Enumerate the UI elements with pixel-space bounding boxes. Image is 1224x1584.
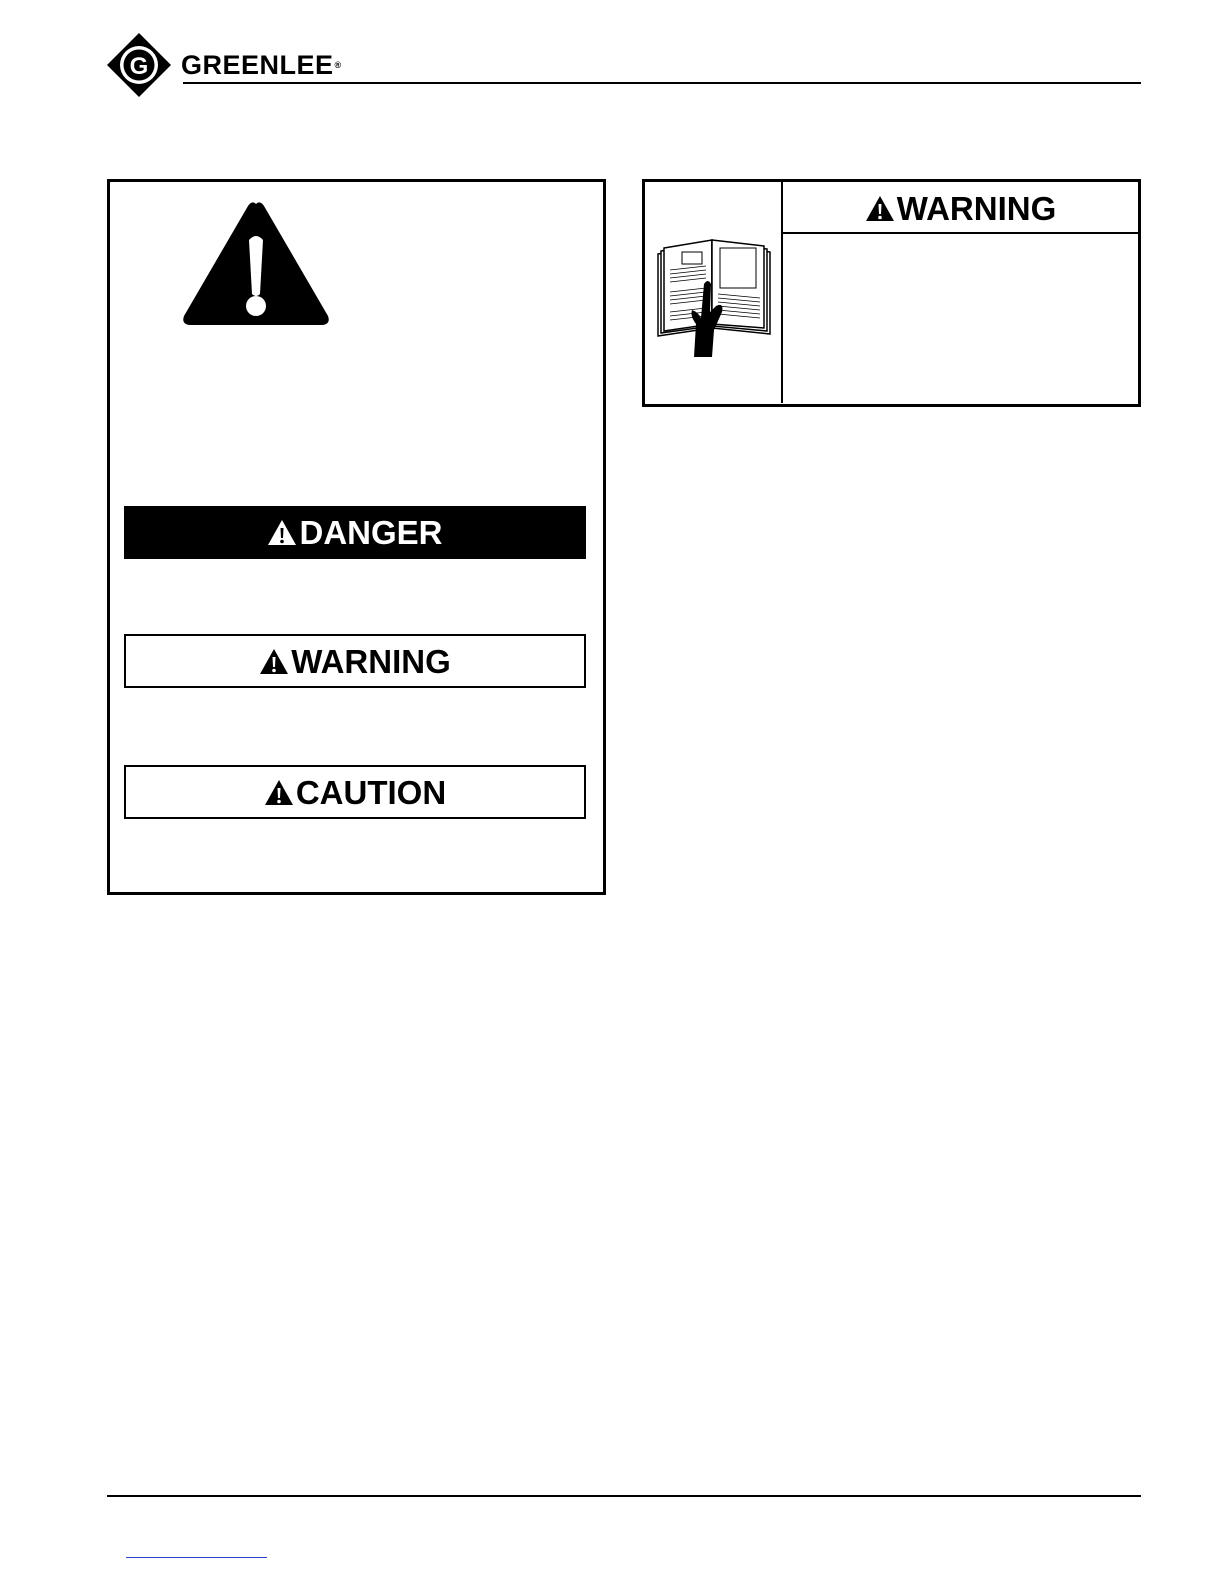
warning-signal-bar xyxy=(124,634,586,688)
read-manual-icon xyxy=(654,236,774,358)
warning-label: WARNING xyxy=(291,642,451,680)
greenlee-logo-icon xyxy=(106,32,172,98)
footer-rule xyxy=(107,1495,1141,1497)
brand-name-text: GREENLEE xyxy=(181,50,334,80)
alert-triangle-icon xyxy=(267,519,297,546)
registered-mark: ® xyxy=(334,60,342,70)
manual-box-header-rule xyxy=(783,232,1138,234)
logo-mark-letter: G xyxy=(129,53,149,80)
danger-label: DANGER xyxy=(299,514,443,551)
safety-alert-icon xyxy=(180,198,332,328)
caution-label: CAUTION xyxy=(295,773,447,811)
manual-warning-title xyxy=(783,186,1138,230)
alert-triangle-icon xyxy=(865,195,895,222)
alert-triangle-icon xyxy=(259,648,289,675)
caution-signal-bar xyxy=(124,765,586,819)
manual-warning-label: WARNING xyxy=(896,189,1057,227)
header-rule xyxy=(183,82,1141,84)
brand-name xyxy=(181,50,342,80)
alert-triangle-icon xyxy=(264,779,294,806)
footer-link-underline[interactable] xyxy=(126,1557,267,1558)
danger-signal-bar xyxy=(124,506,586,559)
